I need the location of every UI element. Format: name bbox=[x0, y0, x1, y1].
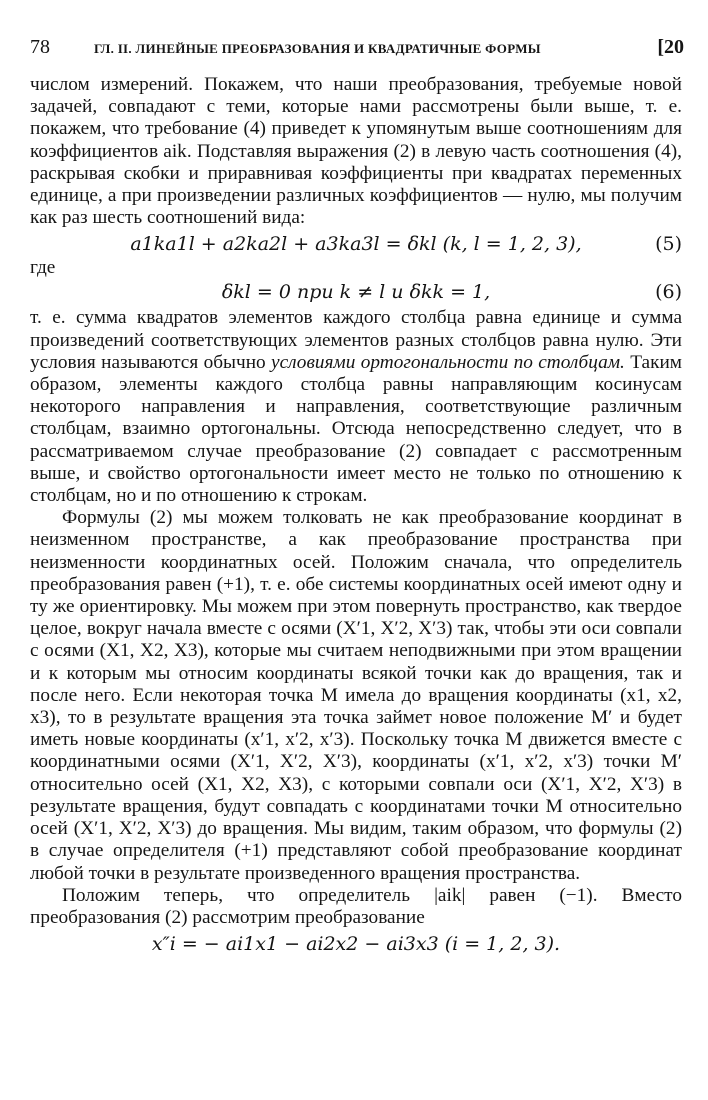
equation-6 bbox=[30, 278, 682, 306]
equation-formula: x″i = − ai1x1 − ai2x2 − ai3x3 (i = 1, 2, 3). bbox=[151, 933, 561, 956]
running-header bbox=[30, 36, 684, 62]
equation-formula: δkl = 0 при k ≠ l и δkk = 1, bbox=[221, 281, 491, 304]
equation-7 bbox=[30, 930, 682, 958]
where-label: где bbox=[30, 257, 56, 279]
section-number: [20 bbox=[657, 36, 684, 58]
paragraph: Формулы (2) мы можем толковать не как преобразование координат в неизменном пространстве, а как преобразование пространства при неизменности координатных осей. Положим сначала, что определитель преобразования равен (+1), т. е. обе системы координатных осей имеют одну и ту же ориентировку. Мы можем при этом повернуть пространство, как твердое целое, вокруг начала вместе с осями (X′1, X′2, X′3) так, чтобы эти оси совпали с осями (X1, X2, X3), которые мы считаем неподвижными при этом вращении и к которым мы относим координаты всякой точки как до вращения, так и после него. Если некоторая точка M имела до вращения координаты (x1, x2, x3), то в результате вращения эта точка займет новое положение M′ и будет иметь новые координаты (x′1, x′2, x′3). Поскольку точка M движется вместе с координатными осями (X′1, X′2, X′3), координаты (x′1, x′2, x′3) точки M′ относительно осей (X1, X2, X3), с которыми совпали оси (X′1, X′2, X′3) в результате вращения, будут совпадать с координатами точки M относительно осей (X′1, X′2, X′3) до вращения. Мы видим, таким образом, что формулы (2) в случае определителя (+1) представляют собой преобразование координат любой точки в результате произведенного вращения пространства. bbox=[30, 507, 682, 884]
paragraph bbox=[30, 307, 682, 507]
paragraph-text: Таким образом, элементы каждого столбца равны направляющим косинусам некоторого направления и направления, соответствующие различным столбцам, взаимно ортогональны. Отсюда непосредственно следует, что в рассматриваемом случае преобразование (2) совпадает с рассмотренным выше, и свойство ортогональности имеет место не только по отношению к столбцам, но и по отношению к строкам. bbox=[30, 351, 682, 507]
paragraph: числом измерений. Покажем, что наши преобразования, требуемые новой задачей, совпадают с теми, которые нами рассмотрены были выше, т. е. покажем, что требование (4) приведет к упомянутым выше соотношениям для коэффициентов aik. Подставляя выражения (2) в левую часть соотношения (4), раскрывая скобки и приравнивая коэффициенты при квадратах переменных единице, а при произведении различных коэффициентов — нулю, мы получим как раз шесть соотношений вида: bbox=[30, 74, 682, 229]
page-number: 78 bbox=[30, 36, 50, 58]
equation-number: (6) bbox=[655, 281, 682, 304]
chapter-title: ГЛ. II. ЛИНЕЙНЫЕ ПРЕОБРАЗОВАНИЯ И КВАДРАТИЧНЫЕ ФОРМЫ bbox=[94, 41, 541, 56]
equation-number: (5) bbox=[655, 233, 682, 256]
page-body bbox=[30, 74, 682, 959]
emphasized-term: условиями ортогональности по столбцам. bbox=[271, 351, 625, 373]
paragraph-text: т. е. сумма квадратов элементов каждого столбца равна единице и сумма произведений соответствующих элементов разных столбцов равна нулю. Эти условия называются обычно bbox=[30, 307, 682, 373]
paragraph: Положим теперь, что определитель |aik| равен (−1). Вместо преобразования (2) рассмотрим преобразование bbox=[30, 884, 682, 928]
equation-5 bbox=[30, 230, 682, 258]
equation-formula: a1ka1l + a2ka2l + a3ka3l = δkl (k, l = 1, 2, 3), bbox=[130, 233, 582, 256]
